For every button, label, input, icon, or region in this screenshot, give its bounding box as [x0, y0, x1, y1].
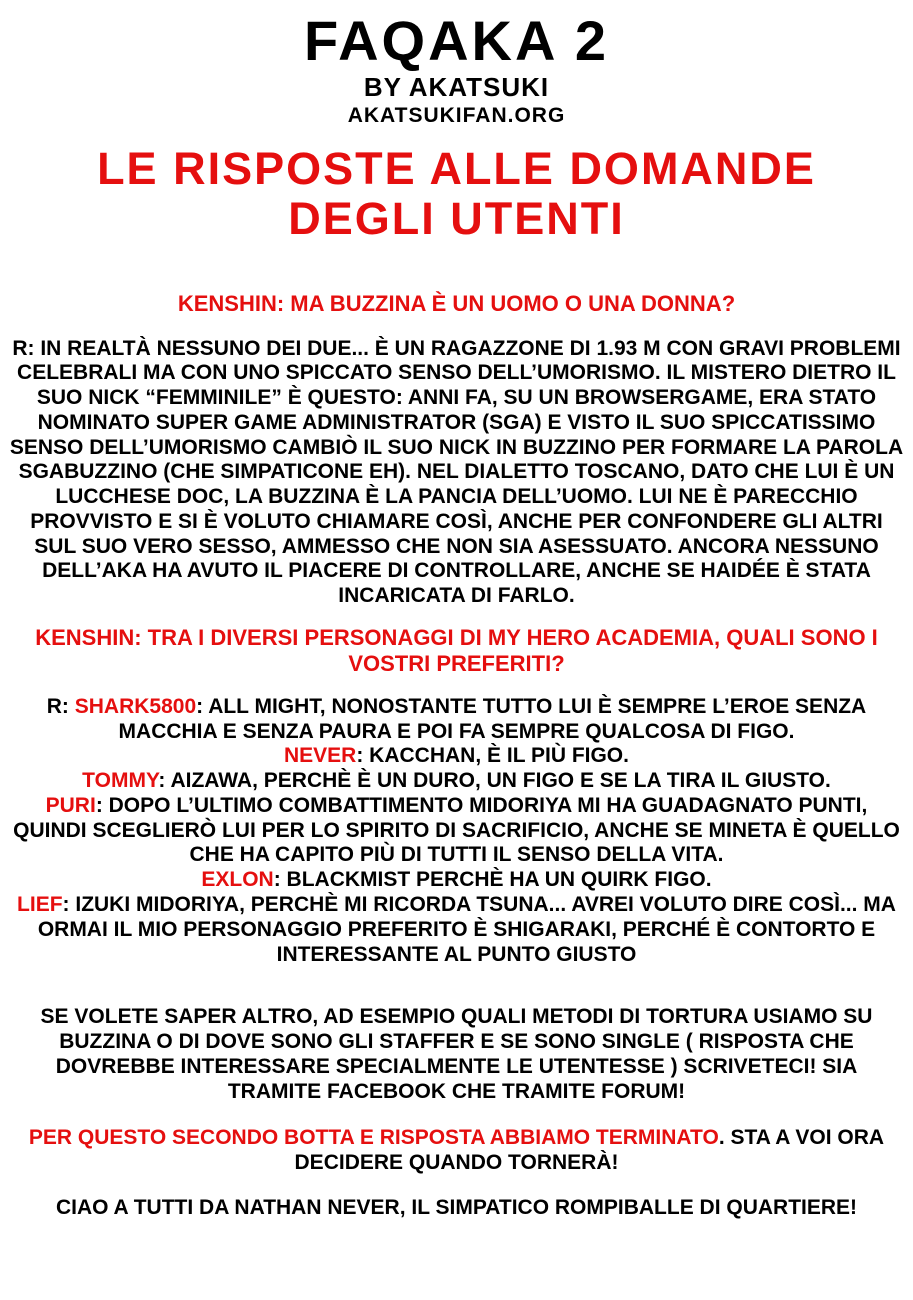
staffer-name: EXLON	[201, 868, 274, 892]
answer-text: : ALL MIGHT, NONOSTANTE TUTTO LUI È SEMPRE L’EROE SENZA MACCHIA E SENZA PAURA E POI FA SEMPRE QUALCOSA DI FIGO.	[118, 694, 867, 743]
page-title: FAQAKA 2	[303, 9, 610, 72]
author-byline: BY AKATSUKI	[363, 71, 550, 102]
signoff-line: CIAO A TUTTI DA NATHAN NEVER, IL SIMPATICO ROMPIBALLE DI QUARTIERE!	[55, 1195, 858, 1219]
site-url: AKATSUKIFAN.ORG	[347, 103, 566, 127]
closing-red-text: PER QUESTO SECONDO BOTTA E RISPOSTA ABBIAMO TERMINATO	[28, 1126, 719, 1150]
staffer-name: PURI	[45, 793, 96, 817]
answer-line-puri	[8, 794, 906, 868]
answer-1: R: IN REALTÀ NESSUNO DEI DUE... È UN RAGAZZONE DI 1.93 M CON GRAVI PROBLEMI CELEBRALI MA CON UNO SPICCATO SENSO DELL’UMORISMO. IL MISTERO DIETRO IL SUO NICK “FEMMINILE” È QUESTO: ANNI FA, SU UN BROWSERGAME, ERA STATO NOMINATO SUPER GAME ADMINISTRATOR (SGA) E VISTO IL SUO SPICCATISSIMO SENSO DELL’UMORISMO CAMBIÒ IL SUO NICK IN BUZZINO PER FORMARE LA PAROLA SGABUZZINO (CHE SIMPATICONE EH). NEL DIALETTO TOSCANO, DATO CHE LUI È UN LUCCHESE DOC, LA BUZZINA È LA PANCIA DELL’UOMO. LUI NE È PARECCHIO PROVVISTO E SI È VOLUTO CHIAMARE COSÌ, ANCHE PER CONFONDERE GLI ALTRI SUL SUO VERO SESSO, AMMESSO CHE NON SIA ASESSUATO. ANCORA NESSUNO DELL’AKA HA AVUTO IL PIACERE DI CONTROLLARE, ANCHE SE HAIDÉE È STATA INCARICATA DI FARLO.	[9, 336, 904, 608]
staffer-name: LIEF	[17, 893, 63, 917]
staffer-name: TOMMY	[82, 769, 159, 793]
staffer-name: NEVER	[284, 744, 357, 768]
answer-line-tommy	[8, 769, 906, 794]
answer-text: : AIZAWA, PERCHÈ È UN DURO, UN FIGO E SE LA TIRA IL GIUSTO.	[158, 769, 831, 793]
answer-line-shark5800	[8, 695, 906, 745]
closing-line	[8, 1126, 906, 1176]
staffer-name: SHARK5800	[74, 694, 197, 718]
answer-line-exlon	[8, 868, 906, 893]
answer-text: : BLACKMIST PERCHÈ HA UN QUIRK FIGO.	[273, 868, 712, 892]
answer-prefix: R:	[46, 694, 75, 718]
answer-line-lief	[8, 893, 906, 967]
closing-black-text: . STA A VOI ORA DECIDERE QUANDO TORNERÀ!	[294, 1126, 885, 1175]
question-1: KENSHIN: MA BUZZINA È UN UOMO O UNA DONNA?	[177, 290, 736, 316]
answer-text: : DOPO L’ULTIMO COMBATTIMENTO MIDORIYA MI HA GUADAGNATO PUNTI, QUINDI SCEGLIERÒ LUI PER LO SPIRITO DI SACRIFICIO, ANCHE SE MINETA È QUELLO CHE HA CAPITO PIÙ DI TUTTI IL SENSO DELLA VITA.	[13, 793, 900, 867]
question-2: KENSHIN: TRA I DIVERSI PERSONAGGI DI MY HERO ACADEMIA, QUALI SONO I VOSTRI PREFERITI?	[35, 624, 878, 676]
answers-list	[0, 695, 913, 967]
main-heading: LE RISPOSTE ALLE DOMANDE DEGLI UTENTI	[97, 142, 816, 245]
answer-line-never	[8, 744, 906, 769]
answer-text: : KACCHAN, È IL PIÙ FIGO.	[356, 744, 629, 768]
answer-text: : IZUKI MIDORIYA, PERCHÈ MI RICORDA TSUNA... AVREI VOLUTO DIRE COSÌ... MA ORMAI IL MIO PERSONAGGIO PREFERITO È SHIGARAKI, PERCHÉ È CONTORTO E INTERESSANTE AL PUNTO GIUSTO	[37, 893, 896, 966]
outro-paragraph: SE VOLETE SAPER ALTRO, AD ESEMPIO QUALI METODI DI TORTURA USIAMO SU BUZZINA O DI DOVE SONO GLI STAFFER E SE SONO SINGLE ( RISPOSTA CHE DOVREBBE INTERESSARE SPECIALMENTE LE UTENTESSE ) SCRIVETECI! SIA TRAMITE FACEBOOK CHE TRAMITE FORUM!	[40, 1005, 873, 1103]
